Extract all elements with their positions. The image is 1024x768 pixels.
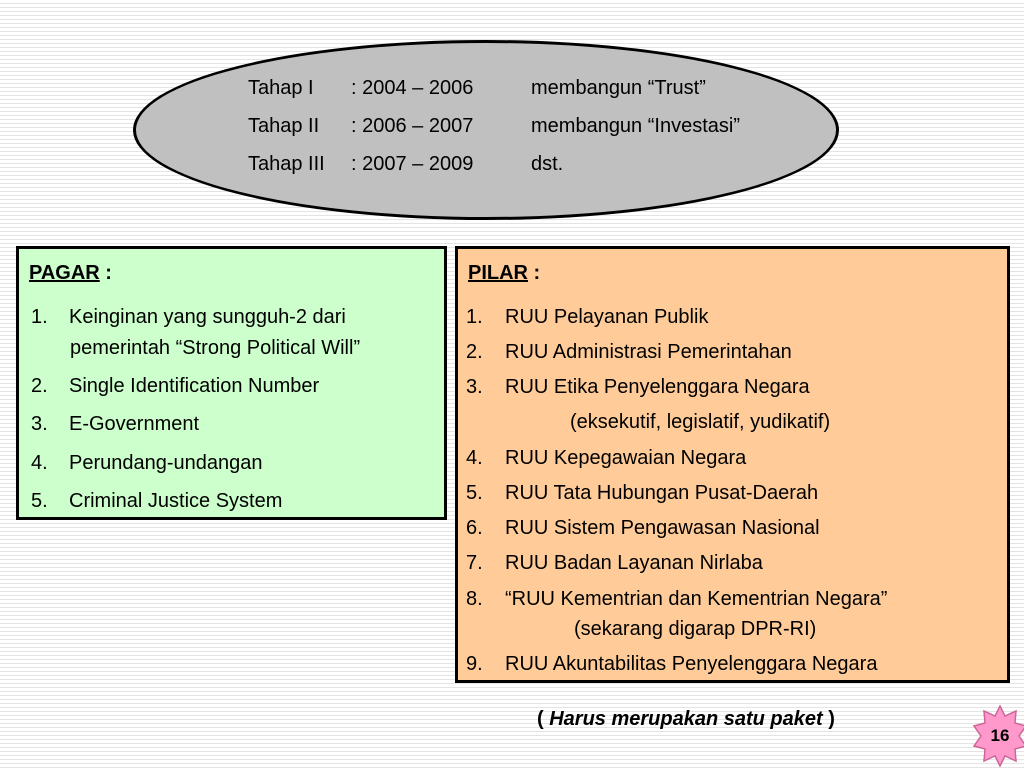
stage-description: membangun “Investasi” (531, 115, 740, 137)
stage-label: Tahap I (248, 77, 314, 99)
stage-label: Tahap III (248, 153, 325, 175)
page-number: 16 (990, 726, 1010, 745)
pagar-title: PAGAR : (29, 262, 112, 284)
pilar-panel: PILAR : 1. RUU Pelayanan Publik 2. RUU Administrasi Pemerintahan 3. RUU Etika Penyelenggara Negara (eksekutif, legislatif, yudikatif) 4. RUU Kepegawaian Negara 5. RUU Tata Hubungan Pusat-Daerah 6. RUU Sistem Pengawasan Nasional 7. RUU Badan Layanan Nirlaba 8. “RUU Kementrian dan Kementrian Negara” (sekarang digarap DPR-RI) 9. RUU Akuntabilitas Penyelenggara Negara (455, 246, 1010, 683)
pilar-item-continuation: (sekarang digarap DPR-RI) (574, 618, 817, 640)
stage-years: : 2004 – 2006 (351, 77, 474, 99)
stage-description: membangun “Trust” (531, 77, 706, 99)
pagar-item-continuation: pemerintah “Strong Political Will” (70, 337, 361, 359)
pilar-item-continuation: (eksekutif, legislatif, yudikatif) (570, 411, 831, 433)
pagar-panel: PAGAR : 1. Keinginan yang sungguh-2 dari pemerintah “Strong Political Will” 2. Single Identification Number 3. E-Government 4. Perundang-undangan 5. Criminal Justice System (16, 246, 447, 520)
stage-years: : 2006 – 2007 (351, 115, 474, 137)
stage-years: : 2007 – 2009 (351, 153, 474, 175)
pilar-title: PILAR : (468, 262, 541, 284)
stage-description: dst. (531, 153, 564, 175)
footnote: ( Harus merupakan satu paket ) (537, 708, 835, 730)
stage-label: Tahap II (248, 115, 320, 137)
